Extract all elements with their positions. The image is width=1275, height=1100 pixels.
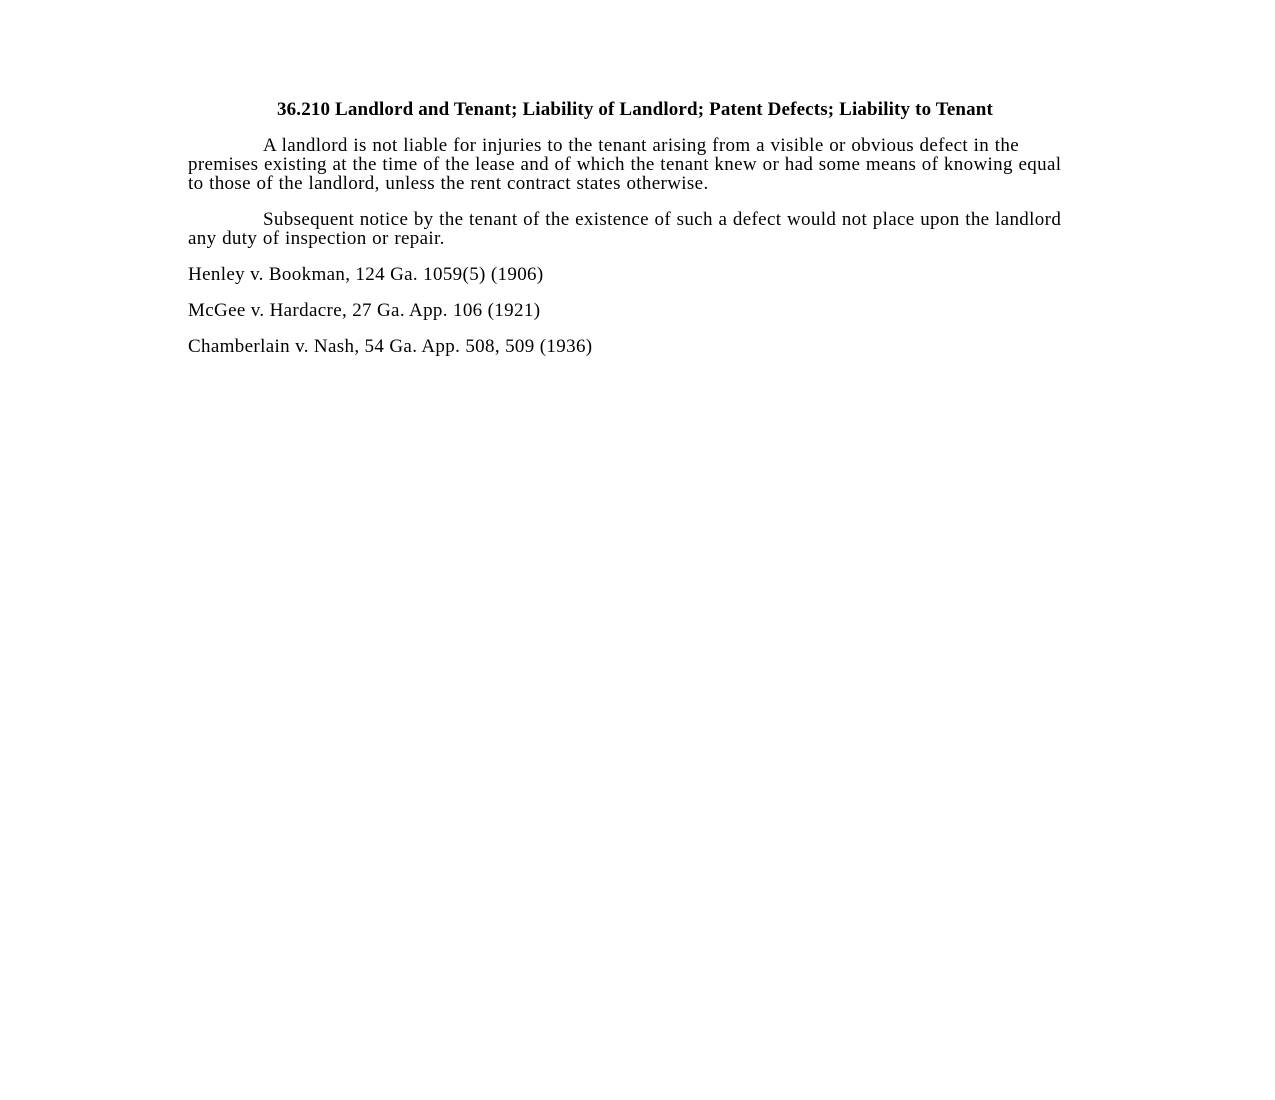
citation-2: McGee v. Hardacre, 27 Ga. App. 106 (1921) bbox=[188, 300, 541, 321]
body-paragraph-2: Subsequent notice by the tenant of the existence of such a defect would not place upon the landlord any duty of inspection or repair. bbox=[188, 209, 1062, 249]
citation-3: Chamberlain v. Nash, 54 Ga. App. 508, 509 (1936) bbox=[188, 336, 593, 357]
citation-1: Henley v. Bookman, 124 Ga. 1059(5) (1906) bbox=[188, 264, 544, 285]
document-title: 36.210 Landlord and Tenant; Liability of Landlord; Patent Defects; Liability to Tenant bbox=[277, 99, 993, 120]
body-paragraph-1: A landlord is not liable for injuries to the tenant arising from a visible or obvious defect in the premises existing at the time of the lease and of which the tenant knew or had some means of knowing equal to those of the landlord, unless the rent contract states otherwise. bbox=[188, 135, 1062, 194]
document-page bbox=[188, 100, 1082, 373]
